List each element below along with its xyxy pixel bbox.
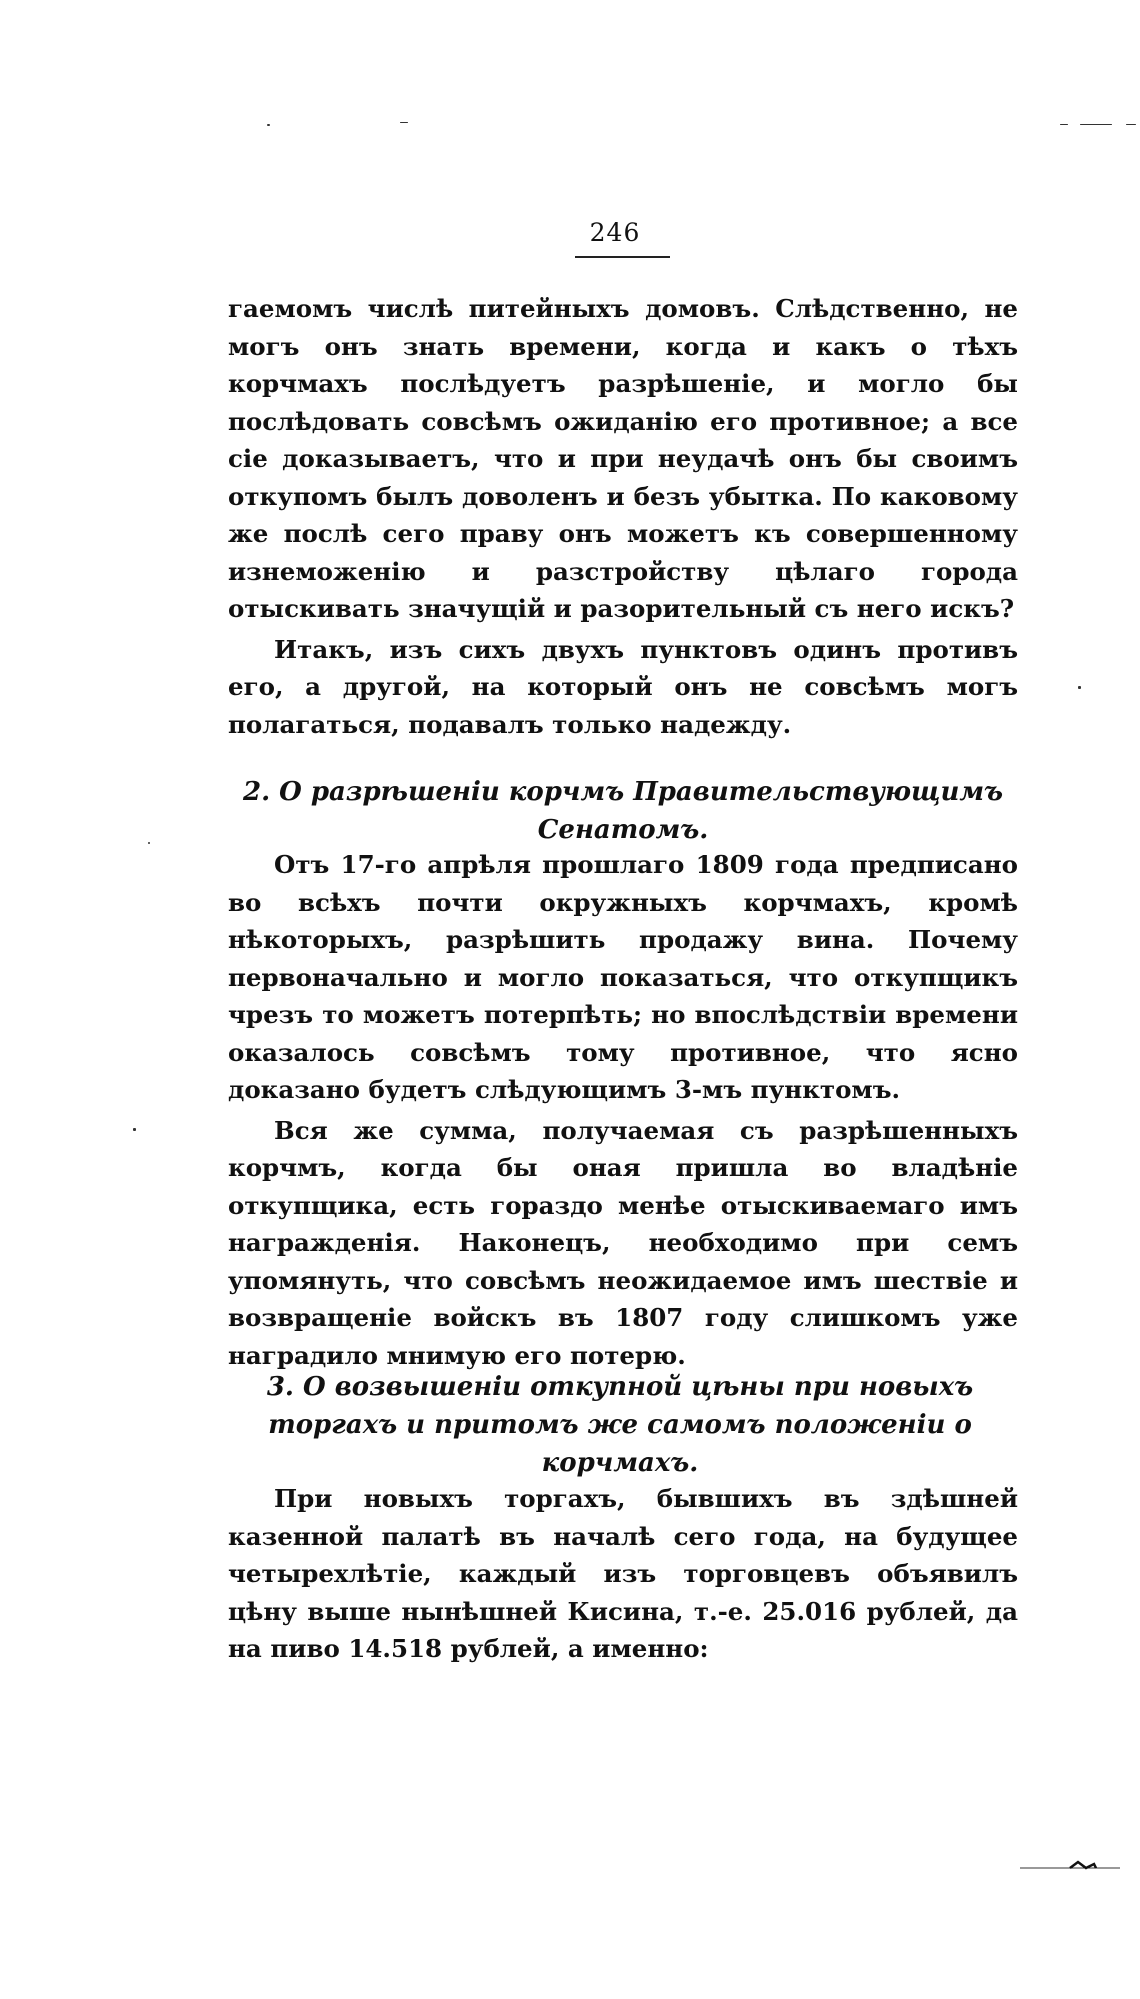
scan-speck xyxy=(148,842,150,844)
page-number: 246 xyxy=(589,218,641,247)
text-block-1 xyxy=(228,290,1018,743)
text-block-3 xyxy=(228,1480,1018,1668)
catchword-mark xyxy=(1020,1858,1120,1872)
scan-speck xyxy=(133,1128,136,1131)
page-number-rule xyxy=(575,256,670,258)
paragraph: гаемомъ числѣ питейныхъ домовъ. Слѣдственно, не могъ онъ знать времени, когда и какъ о тѣхъ корчмахъ послѣдуетъ разрѣшеніе, и могло бы послѣдовать совсѣмъ ожиданію его противное; а все сіе доказываетъ, что и при неудачѣ онъ бы своимъ откупомъ былъ доволенъ и безъ убытка. По каковому же послѣ сего праву онъ можетъ къ совершенному изнеможенію и разстройству цѣлаго города отыскивать значущій и разорительный съ него искъ? xyxy=(228,294,1018,623)
scan-speck xyxy=(1080,124,1112,125)
text-block-2 xyxy=(228,846,1018,1374)
paragraph: При новыхъ торгахъ, бывшихъ въ здѣшней казенной палатѣ въ началѣ сего года, на будущее четырехлѣтіе, каждый изъ торговцевъ объявилъ цѣну выше нынѣшней Кисина, т.-е. 25.016 рублей, да на пиво 14.518 рублей, а именно: xyxy=(228,1484,1018,1663)
paragraph: Отъ 17-го апрѣля прошлаго 1809 года предписано во всѣхъ почти окружныхъ корчмахъ, кромѣ нѣкоторыхъ, разрѣшить продажу вина. Почему первоначально и могло показаться, что откупщикъ чрезъ то можетъ потерпѣть; но впослѣдствіи времени оказалось совсѣмъ тому противное, что ясно доказано будетъ слѣдующимъ 3-мъ пунктомъ. xyxy=(228,850,1018,1104)
scan-speck xyxy=(400,122,408,123)
scan-speck xyxy=(1126,124,1136,125)
scan-speck xyxy=(1078,686,1081,689)
paragraph: Вся же сумма, получаемая съ разрѣшенныхъ корчмъ, когда бы оная пришла во владѣніе откупщика, есть гораздо менѣе отыскиваемаго имъ награжденія. Наконецъ, необходимо при семъ упомянуть, что совсѣмъ неожидаемое имъ шествіе и возвращеніе войскъ въ 1807 году слишкомъ уже наградило мнимую его потерю. xyxy=(228,1115,1018,1370)
scan-speck xyxy=(1060,124,1068,125)
section-heading-3: 3. О возвышеніи откупной цѣны при новыхъ торгахъ и притомъ же самомъ положеніи о корчмахъ. xyxy=(266,1372,974,1478)
section-heading-2: 2. О разрѣшеніи корчмъ Правительствующимъ Сенатомъ. xyxy=(242,777,1004,845)
paragraph: Итакъ, изъ сихъ двухъ пунктовъ одинъ противъ его, а другой, на который онъ не совсѣмъ могъ полагаться, подавалъ только надежду. xyxy=(228,634,1018,739)
scan-speck xyxy=(267,124,270,126)
